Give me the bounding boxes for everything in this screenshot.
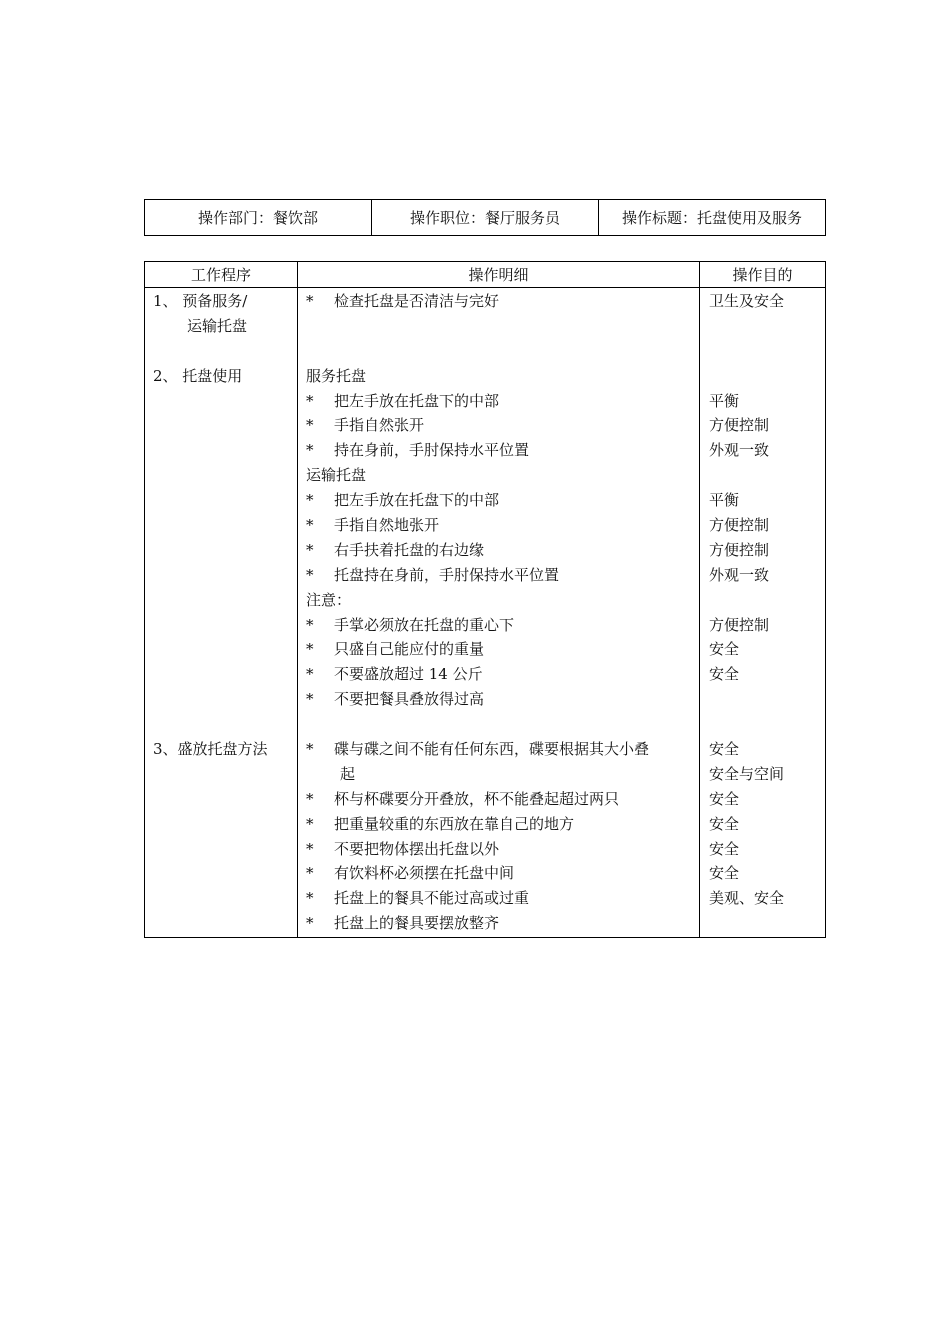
procedure-line <box>145 861 297 886</box>
detail-text: 杯与杯碟要分开叠放，杯不能叠起超过两只 <box>334 789 620 808</box>
purpose-line: 安全 <box>709 864 740 883</box>
purpose-line: 平衡 <box>709 391 740 410</box>
detail-line <box>298 712 699 737</box>
bullet-star-icon: * <box>306 615 314 634</box>
bullet-star-icon: * <box>306 516 314 535</box>
procedure-line <box>145 712 297 737</box>
procedure-line <box>145 762 297 787</box>
column-header-detail: 操作明细 <box>298 262 700 288</box>
detail-text: 起 <box>340 764 356 783</box>
column-header-purpose: 操作目的 <box>700 262 826 288</box>
purpose-line <box>700 687 825 712</box>
purpose-line: 安全 <box>709 814 740 833</box>
procedure-line <box>145 513 297 538</box>
detail-text: 托盘上的餐具不能过高或过重 <box>334 889 530 908</box>
procedure-line <box>145 463 297 488</box>
purpose-line: 安全 <box>709 740 740 759</box>
procedure-line <box>145 911 297 936</box>
header-table <box>144 199 826 236</box>
purpose-line <box>700 463 825 488</box>
detail-line <box>298 886 699 911</box>
detail-text: 不要把餐具叠放得过高 <box>334 690 485 709</box>
procedure-line <box>145 662 297 687</box>
detail-text: 持在身前，手肘保持水平位置 <box>334 441 530 460</box>
procedure-column <box>145 288 298 938</box>
detail-text: 碟与碟之间不能有任何东西，碟要根据其大小叠 <box>334 740 650 759</box>
purpose-line: 安全 <box>709 665 740 684</box>
purpose-line <box>700 588 825 613</box>
procedure-line <box>145 787 297 812</box>
bullet-star-icon: * <box>306 441 314 460</box>
purpose-line <box>700 364 825 389</box>
procedure-table <box>144 261 826 938</box>
detail-line <box>298 861 699 886</box>
detail-line <box>298 588 699 613</box>
column-header-procedure: 工作程序 <box>145 262 298 288</box>
procedure-line <box>145 837 297 862</box>
procedure-line: 运输托盘 <box>187 316 248 335</box>
procedure-line <box>145 339 297 364</box>
bullet-star-icon: * <box>306 690 314 709</box>
purpose-line: 方便控制 <box>709 516 770 535</box>
detail-text: 把左手放在托盘下的中部 <box>334 391 500 410</box>
procedure-line <box>145 588 297 613</box>
procedure-line <box>145 389 297 414</box>
detail-text: 只盛自己能应付的重量 <box>334 640 485 659</box>
procedure-line <box>145 413 297 438</box>
procedure-line <box>145 538 297 563</box>
procedure-line: 1、 预备服务/ <box>153 292 248 310</box>
purpose-line: 平衡 <box>709 491 740 510</box>
detail-line <box>298 613 699 638</box>
bullet-star-icon: * <box>306 814 314 833</box>
procedure-line <box>145 687 297 712</box>
bullet-star-icon: * <box>306 292 314 310</box>
detail-line <box>298 762 699 787</box>
purpose-line: 方便控制 <box>709 615 770 634</box>
detail-text: 托盘上的餐具要摆放整齐 <box>334 914 500 933</box>
purpose-line: 方便控制 <box>709 540 770 559</box>
detail-text: 注意： <box>306 590 352 609</box>
detail-line <box>298 463 699 488</box>
detail-line <box>298 538 699 563</box>
bullet-star-icon: * <box>306 491 314 510</box>
purpose-line: 卫生及安全 <box>709 292 785 310</box>
detail-line <box>298 488 699 513</box>
bullet-star-icon: * <box>306 665 314 684</box>
detail-text: 运输托盘 <box>306 466 367 485</box>
procedure-line <box>145 812 297 837</box>
bullet-star-icon: * <box>306 540 314 559</box>
bullet-star-icon: * <box>306 640 314 659</box>
detail-text: 手指自然地张开 <box>334 516 440 535</box>
detail-line <box>298 389 699 414</box>
bullet-star-icon: * <box>306 889 314 908</box>
detail-text: 把重量较重的东西放在靠自己的地方 <box>334 814 575 833</box>
detail-line <box>298 513 699 538</box>
detail-line <box>298 911 699 936</box>
detail-text: 检查托盘是否清洁与完好 <box>334 292 500 310</box>
detail-text: 手掌必须放在托盘的重心下 <box>334 615 515 634</box>
bullet-star-icon: * <box>306 391 314 410</box>
detail-text: 手指自然张开 <box>334 416 425 435</box>
detail-line <box>298 687 699 712</box>
purpose-column <box>700 288 826 938</box>
procedure-line <box>145 613 297 638</box>
bullet-star-icon: * <box>306 416 314 435</box>
detail-line <box>298 812 699 837</box>
purpose-line: 安全 <box>709 839 740 858</box>
detail-line <box>298 737 699 762</box>
procedure-line <box>145 563 297 588</box>
bullet-star-icon: * <box>306 914 314 933</box>
bullet-star-icon: * <box>306 839 314 858</box>
purpose-line <box>700 911 825 936</box>
department-cell: 操作部门：餐饮部 <box>145 200 372 236</box>
detail-line <box>298 339 699 364</box>
detail-line <box>298 314 699 339</box>
purpose-line <box>700 339 825 364</box>
bullet-star-icon: * <box>306 565 314 584</box>
procedure-line: 2、 托盘使用 <box>153 366 243 385</box>
purpose-line: 安全与空间 <box>709 764 785 783</box>
bullet-star-icon: * <box>306 864 314 883</box>
detail-text: 把左手放在托盘下的中部 <box>334 491 500 510</box>
procedure-line <box>145 637 297 662</box>
procedure-line: 3、盛放托盘方法 <box>153 740 268 759</box>
procedure-line <box>145 438 297 463</box>
detail-text: 托盘持在身前，手肘保持水平位置 <box>334 565 560 584</box>
detail-line <box>298 438 699 463</box>
detail-column <box>298 288 700 938</box>
detail-line <box>298 637 699 662</box>
detail-text: 不要把物体摆出托盘以外 <box>334 839 500 858</box>
procedure-line <box>145 886 297 911</box>
detail-line <box>298 289 699 314</box>
detail-text: 不要盛放超过 14 公斤 <box>334 665 483 684</box>
purpose-line: 安全 <box>709 789 740 808</box>
detail-line <box>298 364 699 389</box>
position-cell: 操作职位：餐厅服务员 <box>372 200 599 236</box>
detail-line <box>298 787 699 812</box>
detail-text: 右手扶着托盘的右边缘 <box>334 540 485 559</box>
title-cell: 操作标题：托盘使用及服务 <box>599 200 826 236</box>
detail-line <box>298 837 699 862</box>
purpose-line: 方便控制 <box>709 416 770 435</box>
purpose-line: 美观、安全 <box>709 889 785 908</box>
bullet-star-icon: * <box>306 789 314 808</box>
purpose-line <box>700 314 825 339</box>
detail-text: 有饮料杯必须摆在托盘中间 <box>334 864 515 883</box>
procedure-line <box>145 488 297 513</box>
purpose-line: 外观一致 <box>709 565 770 584</box>
bullet-star-icon: * <box>306 740 314 759</box>
purpose-line: 外观一致 <box>709 441 770 460</box>
detail-line <box>298 563 699 588</box>
detail-line <box>298 413 699 438</box>
detail-line <box>298 662 699 687</box>
detail-text: 服务托盘 <box>306 366 367 385</box>
purpose-line <box>700 712 825 737</box>
purpose-line: 安全 <box>709 640 740 659</box>
